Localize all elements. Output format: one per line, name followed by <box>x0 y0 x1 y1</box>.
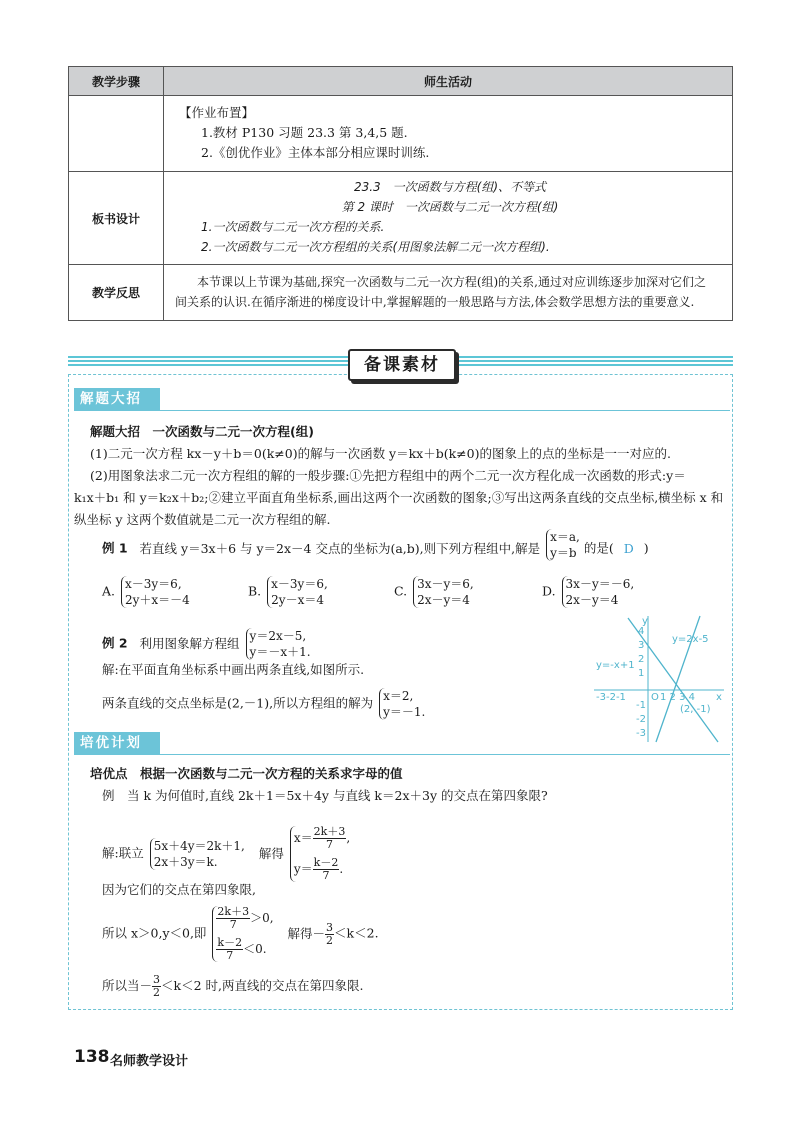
lt0: ＜0. <box>243 942 267 956</box>
example-1-tail: 的是( <box>583 540 614 556</box>
y-tick-neg2: -2 <box>636 714 646 725</box>
y-tick-neg3: -3 <box>636 728 646 739</box>
example-1-close: ) <box>643 540 649 556</box>
inequality-system <box>212 906 273 962</box>
example-1-system <box>546 529 580 561</box>
advanced-solution-1 <box>102 826 350 882</box>
reflection-label: 教学反思 <box>69 265 164 321</box>
adv-sys-1: 5x＋4y＝2k＋1, <box>153 839 245 853</box>
ex2-sys-2: y＝－x＋1. <box>249 645 311 659</box>
board-label: 板书设计 <box>69 172 164 265</box>
graph-point-label: (2, -1) <box>680 704 711 715</box>
option-c <box>394 576 474 608</box>
section-tag-advanced: 培优计划 <box>74 732 160 754</box>
option-a-system <box>121 576 190 608</box>
homework-item-2: 2.《创优作业》主体本部分相应课时训练. <box>201 145 430 160</box>
ineq1-frac <box>216 906 250 931</box>
option-c-l1: 3x－y＝6, <box>417 577 474 591</box>
option-b-l1: x－3y＝6, <box>271 577 328 591</box>
ineq-1 <box>216 906 273 931</box>
final-tail: ＜k＜2 时,两直线的交点在第四象限. <box>161 978 364 993</box>
lesson-plan-table <box>68 66 733 321</box>
final-num: 3 <box>153 973 161 986</box>
option-b-system <box>267 576 328 608</box>
example-2-answer <box>379 688 425 720</box>
sys-line-2: y＝b <box>550 546 577 560</box>
example-1-stem: 若直线 y＝3x＋6 与 y＝2x－4 交点的坐标为(a,b),则下列方程组中,解是 <box>139 540 541 556</box>
y-eq: y＝ <box>293 862 313 876</box>
option-b <box>248 576 328 608</box>
x-eq: x＝ <box>293 831 313 845</box>
option-a-key: A. <box>102 583 116 599</box>
option-c-l2: 2x－y＝4 <box>417 593 470 607</box>
graph-label-line2: y=-x+1 <box>596 660 635 671</box>
adv-sys-2: 2x＋3y＝k. <box>153 855 218 869</box>
graph-label-line1: y=2x-5 <box>672 634 709 645</box>
final-lead: 所以当－ <box>102 978 153 993</box>
advanced-question: 例 当 k 为何值时,直线 2k＋1＝5x＋4y 与直线 k＝2x＋3y 的交点在第四象限? <box>102 788 548 803</box>
example-2 <box>102 628 311 660</box>
advanced-system <box>150 838 245 870</box>
tag-underline-2 <box>74 754 730 755</box>
option-d-system <box>562 576 635 608</box>
board-line-2: 第 2 课时 一次函数与二元一次方程(组) <box>341 200 559 214</box>
board-line-3: 1.一次函数与二元一次方程的关系. <box>201 220 385 234</box>
section-tag-tips: 解题大招 <box>74 388 160 410</box>
solved-x: x＝ $\frac{2k+3}{7}$ , <box>293 825 351 851</box>
advanced-solution-2 <box>102 906 379 962</box>
x-frac <box>313 826 347 851</box>
solution-lead: 解:联立 <box>102 845 144 861</box>
option-d-key: D. <box>542 583 556 599</box>
tips-heading: 解题大招 一次函数与二元一次方程(组) <box>90 424 314 439</box>
board-line-1: 23.3 一次函数与方程(组)、不等式 <box>353 180 547 194</box>
y-tick-neg1: -1 <box>636 700 646 711</box>
option-a-l2: 2y＋x＝－4 <box>125 593 190 607</box>
because-line: 因为它们的交点在第四象限, <box>102 882 256 897</box>
homework-step-cell <box>69 96 164 172</box>
final-conclusion <box>102 974 363 999</box>
final-frac <box>152 974 161 999</box>
y-num: k－2 <box>313 856 339 869</box>
result-den: 2 <box>326 933 334 947</box>
option-a-l1: x－3y＝6, <box>125 577 182 591</box>
result-lead: 解得－ <box>287 925 326 941</box>
board-line-4: 2.一次函数与二元一次方程组的关系(用图象法解二元一次方程组). <box>201 240 550 254</box>
example-1 <box>102 530 649 561</box>
y-tick-3: 3 <box>638 640 645 651</box>
graph-x-ticks-pos: 1 2 3 4 <box>660 692 695 703</box>
graph-x-label: x <box>716 692 722 703</box>
y-tick-4: 4 <box>638 626 645 637</box>
option-d-l2: 2x－y＝4 <box>565 593 619 607</box>
solved-label: 解得 <box>258 845 284 861</box>
so-lead: 所以 x＞0,y＜0,即 <box>102 925 207 941</box>
ineq2-den: 7 <box>226 949 234 962</box>
example-2-solution-2 <box>102 688 425 720</box>
header-activity: 师生活动 <box>164 67 733 96</box>
homework-title: 【作业布置】 <box>179 105 255 120</box>
graph-x-ticks-neg: -3-2-1 <box>596 692 626 703</box>
ex2-ans-1: x＝2, <box>383 689 414 703</box>
tips-para-2c: 纵坐标 y 这两个数值就是二元一次方程组的解. <box>74 512 331 527</box>
banner-title: 备课素材 <box>348 349 456 381</box>
x-den: 7 <box>325 838 333 851</box>
option-d <box>542 576 634 608</box>
header-step: 教学步骤 <box>69 67 164 96</box>
example-1-answer: D <box>623 540 634 556</box>
result-frac <box>325 922 334 947</box>
result-tail: ＜k＜2. <box>334 925 379 941</box>
tag-underline <box>74 410 730 411</box>
example-2-label: 例 2 <box>102 635 128 651</box>
y-frac <box>313 857 340 882</box>
book-title: 名师教学设计 <box>110 1054 189 1069</box>
graph-y-label: y <box>642 616 648 627</box>
option-b-l2: 2y－x＝4 <box>271 593 324 607</box>
line-graph <box>592 612 728 746</box>
reflection-line-2: 间关系的认识.在循序渐进的梯度设计中,掌握解题的一般思路与方法,体会数学思想方法的重要意义. <box>175 295 695 309</box>
reflection-line-1: 本节课以上节课为基础,探究一次函数与二元一次方程(组)的关系,通过对应训练逐步加深对它们之 <box>197 275 706 289</box>
tips-para-2a: (2)用图象法求二元一次方程组的解的一般步骤:①先把方程组中的两个二元一次方程化成一次函数的形式:y＝ <box>90 468 686 483</box>
option-b-key: B. <box>248 583 262 599</box>
sys-line-1: x＝a, <box>550 530 580 544</box>
y-tick-2: 2 <box>638 654 645 665</box>
example-2-stem: 利用图象解方程组 <box>139 635 240 651</box>
solved-y: y＝ $\frac{k-2}{7}$ . <box>293 856 344 882</box>
reflection-cell <box>164 265 733 321</box>
homework-item-1: 1.教材 P130 习题 23.3 第 3,4,5 题. <box>201 125 408 140</box>
ineq2-frac <box>216 937 243 962</box>
final-den: 2 <box>153 986 161 999</box>
board-cell <box>164 172 733 265</box>
example-1-label: 例 1 <box>102 540 128 556</box>
gt0: ＞0, <box>250 911 274 925</box>
ineq1-num: 2k＋3 <box>217 905 250 918</box>
option-a <box>102 576 190 608</box>
example-2-system <box>246 628 311 660</box>
option-d-l1: 3x－y＝－6, <box>565 577 635 591</box>
page-number: 138 <box>74 1047 110 1067</box>
ex2-sys-1: y＝2x－5, <box>249 629 307 643</box>
y-tick-1: 1 <box>638 668 645 679</box>
ineq-2 <box>216 937 273 962</box>
solved-system <box>290 826 350 882</box>
ex2-ans-2: y＝－1. <box>383 705 426 719</box>
homework-cell <box>164 96 733 172</box>
example-2-solution-1: 解:在平面直角坐标系中画出两条直线,如图所示. <box>102 662 365 677</box>
example-2-solution-text: 两条直线的交点坐标是(2,－1),所以方程组的解为 <box>102 695 374 711</box>
ineq2-num: k－2 <box>217 936 243 949</box>
graph-origin: O <box>651 692 659 703</box>
x-num: 2k＋3 <box>313 825 346 838</box>
y-den: 7 <box>322 869 330 882</box>
tips-para-2b: k₁x＋b₁ 和 y＝k₂x＋b₂;②建立平面直角坐标系,画出这两个一次函数的图象;③写出这两条直线的交点坐标,横坐标 x 和 <box>74 490 724 505</box>
advanced-heading: 培优点 根据一次函数与二元一次方程的关系求字母的值 <box>90 766 403 781</box>
option-c-key: C. <box>394 583 408 599</box>
result-num: 3 <box>326 920 334 934</box>
tips-para-1: (1)二元一次方程 kx－y＋b＝0(k≠0)的解与一次函数 y＝kx＋b(k≠0)的图象上的点的坐标是一一对应的. <box>90 446 671 461</box>
option-c-system <box>413 576 474 608</box>
ineq1-den: 7 <box>229 918 237 931</box>
